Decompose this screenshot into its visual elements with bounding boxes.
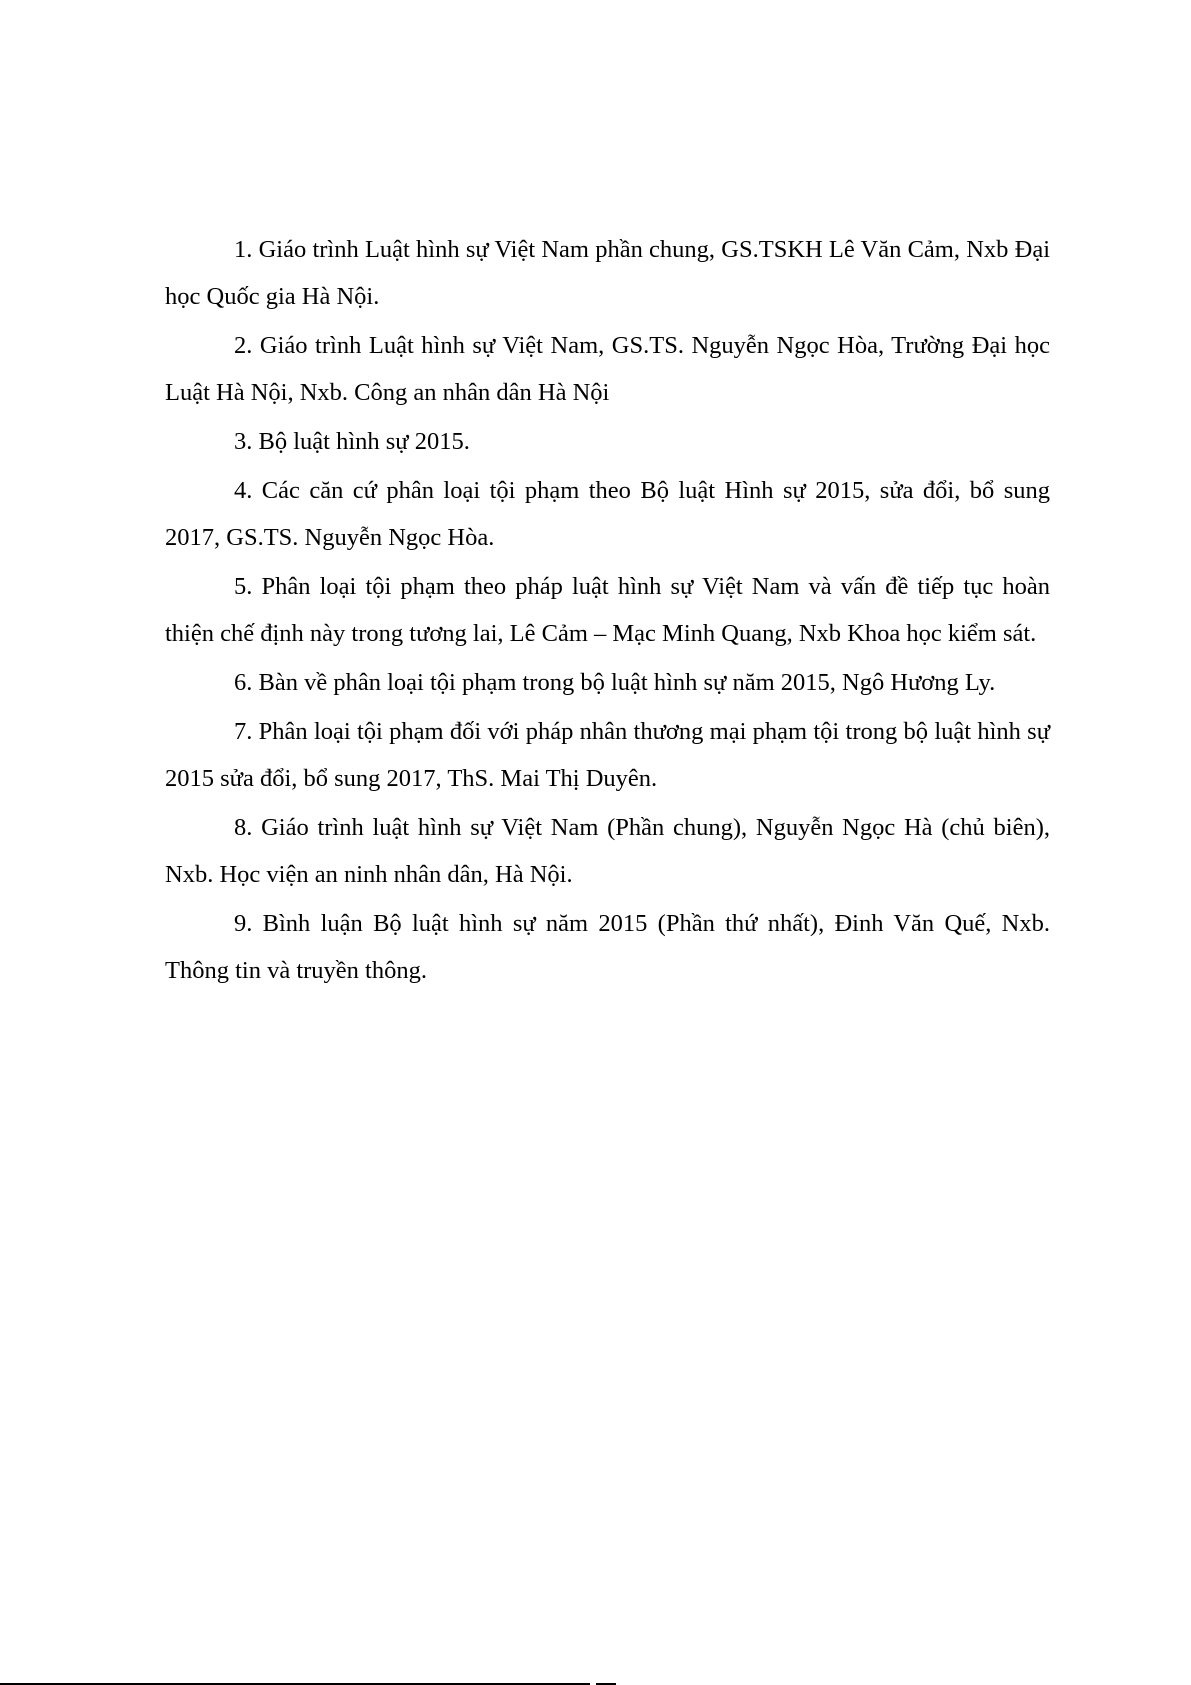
reference-item: 6. Bàn về phân loại tội phạm trong bộ luật hình sự năm 2015, Ngô Hương Ly. <box>234 669 996 696</box>
reference-item: 2. Giáo trình Luật hình sự Việt Nam, GS.TS. Nguyễn Ngọc Hòa, Trường Đại học Luật Hà Nội, Nxb. Công an nhân dân Hà Nội <box>165 332 1050 406</box>
reference-item: 5. Phân loại tội phạm theo pháp luật hình sự Việt Nam và vấn đề tiếp tục hoàn thiện chế định này trong tương lai, Lê Cảm – Mạc Minh Quang, Nxb Khoa học kiểm sát. <box>165 573 1050 647</box>
reference-item: 4. Các căn cứ phân loại tội phạm theo Bộ luật Hình sự 2015, sửa đổi, bổ sung 2017, GS.TS. Nguyễn Ngọc Hòa. <box>165 477 1050 551</box>
reference-item: 9. Bình luận Bộ luật hình sự năm 2015 (Phần thứ nhất), Đinh Văn Quế, Nxb. Thông tin và truyền thông. <box>165 910 1050 984</box>
reference-list <box>165 226 1050 996</box>
reference-item: 7. Phân loại tội phạm đối với pháp nhân thương mại phạm tội trong bộ luật hình sự 2015 sửa đổi, bổ sung 2017, ThS. Mai Thị Duyên. <box>165 718 1050 792</box>
reference-item: 3. Bộ luật hình sự 2015. <box>234 428 470 455</box>
reference-item: 1. Giáo trình Luật hình sự Việt Nam phần chung, GS.TSKH Lê Văn Cảm, Nxb Đại học Quốc gia Hà Nội. <box>165 236 1050 310</box>
reference-item: 8. Giáo trình luật hình sự Việt Nam (Phần chung), Nguyễn Ngọc Hà (chủ biên), Nxb. Học viện an ninh nhân dân, Hà Nội. <box>165 814 1050 888</box>
